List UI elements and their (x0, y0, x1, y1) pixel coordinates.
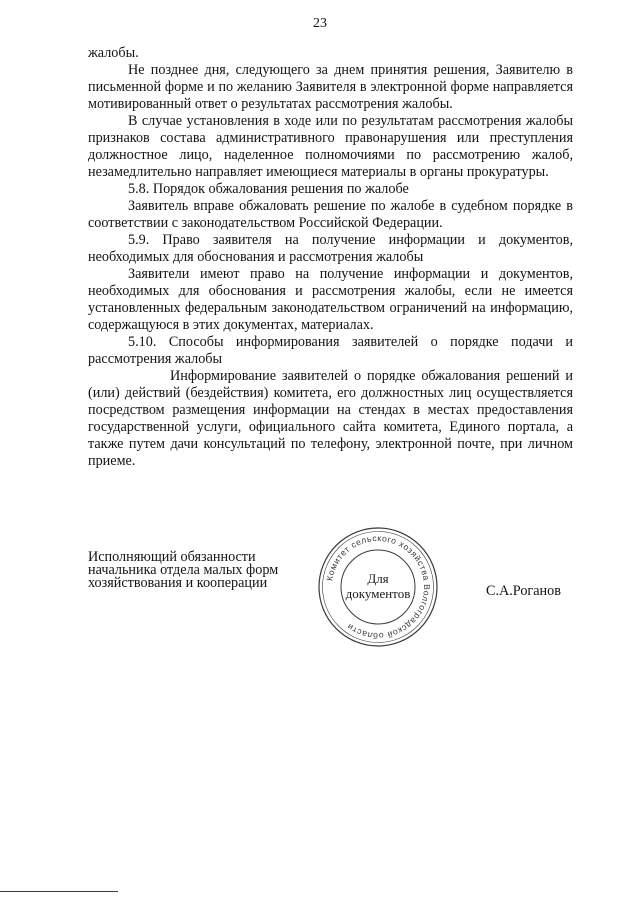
paragraph: Информирование заявителей о порядке обжалования решений и (или) действий (бездействия) комитета, его должностных лиц осуществляется посредством размещения информации на стендах в местах предоставления государственной услуги, официального сайта комитета, Единого портала, а также путем дачи консультаций по телефону, электронной почте, при личном приеме. (88, 368, 573, 469)
signatory-title-line: Исполняющий обязанности (88, 549, 256, 565)
paragraph: В случае установления в ходе или по результатам рассмотрения жалобы признаков состава административного правонарушения или преступления должностное лицо, наделенное полномочиями по рассмотрению жалоб, незамедлительно направляет имеющиеся материалы в органы прокуратуры. (88, 113, 573, 180)
stamp-center-line: Для (367, 571, 389, 586)
paragraph: 5.10. Способы информирования заявителей о порядке подачи и рассмотрения жалобы (88, 334, 573, 367)
paragraph: Заявители имеют право на получение информации и документов, необходимых для обоснования и рассмотрения жалобы, если не имеется установленных федеральным законодательством ограничений на информацию, содержащуюся в этих документах, материалах. (88, 266, 573, 333)
paragraph: Заявитель вправе обжаловать решение по жалобе в судебном порядке в соответствии с законодательством Российской Федерации. (88, 198, 573, 231)
signatory-title-line: начальника отдела малых форм (88, 562, 279, 578)
official-stamp (316, 525, 440, 649)
stamp-center-line: документов (345, 586, 411, 601)
paragraph: 5.9. Право заявителя на получение информации и документов, необходимых для обоснования и рассмотрения жалобы (88, 232, 573, 265)
footer-rule (0, 891, 118, 892)
signatory-title-line: хозяйствования и кооперации (88, 575, 268, 591)
paragraph: 5.8. Порядок обжалования решения по жалобе (128, 181, 409, 197)
stamp-ring-text: Комитет сельского хозяйства Волгоградской области (324, 532, 433, 642)
paragraph: жалобы. (88, 45, 139, 61)
signatory-title (88, 551, 308, 590)
paragraph: Не позднее дня, следующего за днем принятия решения, Заявителю в письменной форме и по желанию Заявителя в электронной форме направляется мотивированный ответ о результатах рассмотрения жалобы. (88, 62, 573, 112)
document-body (88, 45, 573, 470)
signatory-name: С.А.Роганов (486, 583, 561, 599)
page-number: 23 (313, 16, 327, 31)
